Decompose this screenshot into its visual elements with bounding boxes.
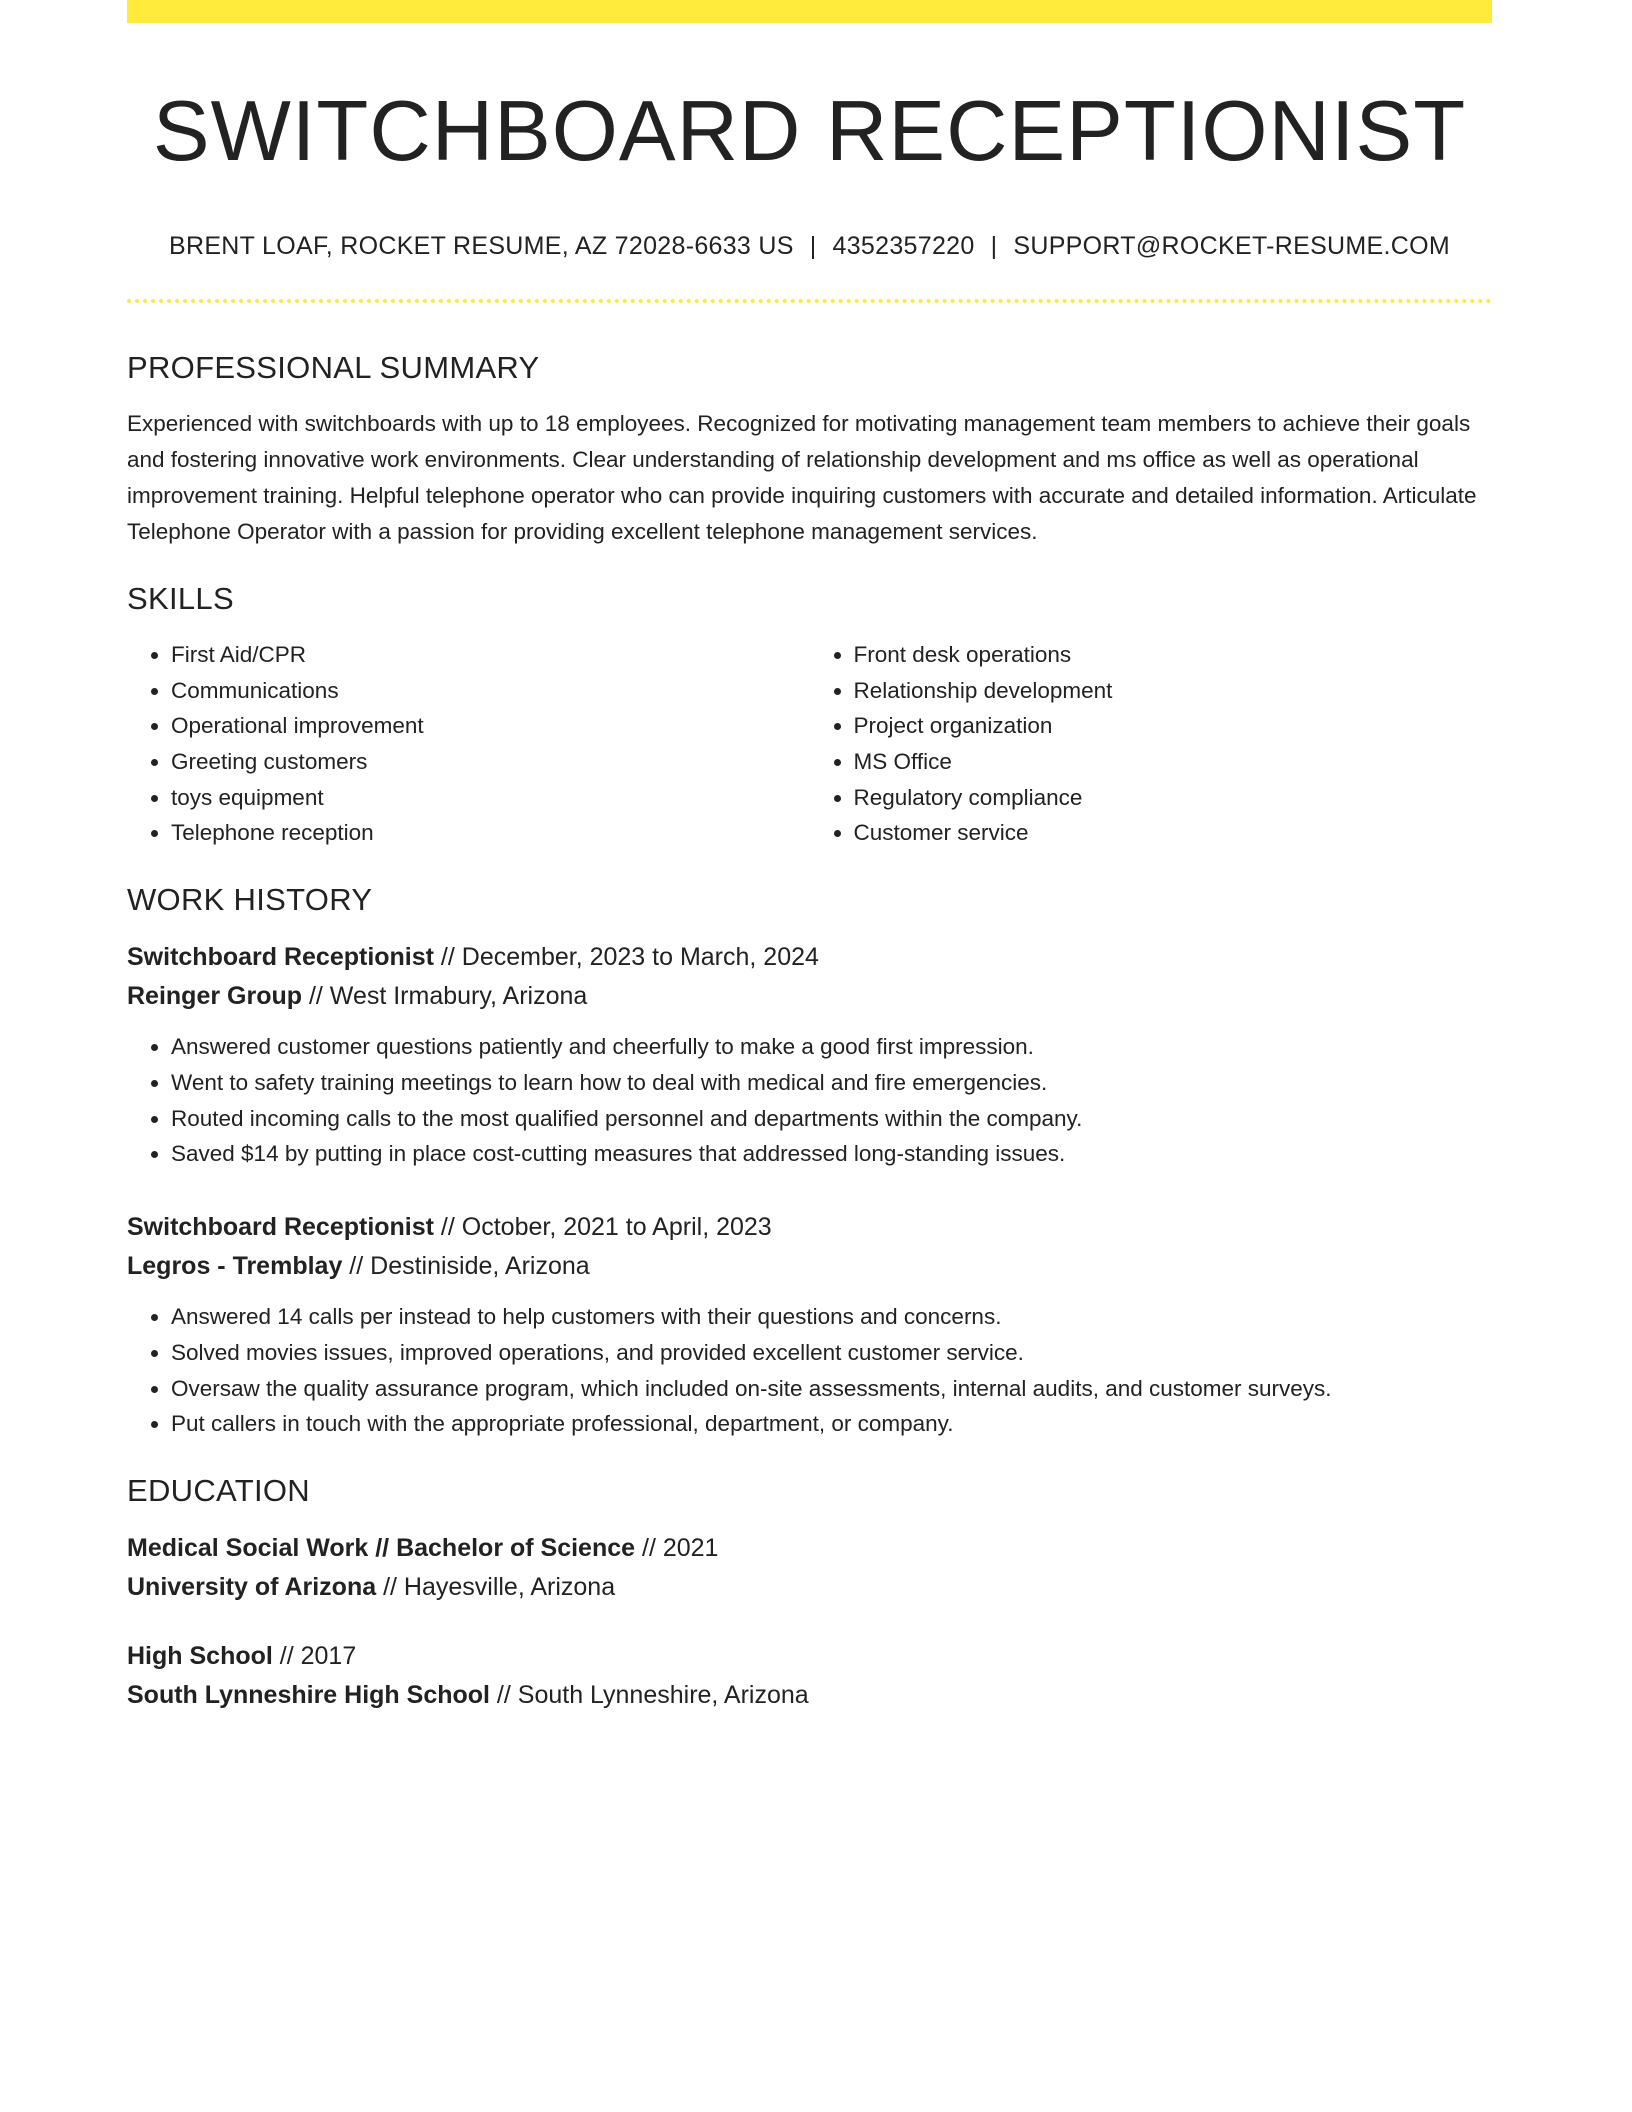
job-bullets [127, 1029, 1492, 1172]
skills-heading: SKILLS [127, 580, 234, 616]
summary-text: Experienced with switchboards with up to 18 employees. Recognized for motivating management team members to achieve their goals and fostering innovative work environments. Clear understanding of relationship development and ms office as well as operational improvement training. Helpful telephone operator who can provide inquiring customers with accurate and detailed information. Articulate Telephone Operator with a passion for providing excellent telephone management services. [127, 410, 1477, 544]
dotted-divider [127, 299, 1492, 303]
skill-item: • Front desk operations [854, 637, 1493, 673]
education-year: // 2021 [635, 1534, 719, 1563]
education-degree: Medical Social Work // Bachelor of Science [127, 1534, 636, 1563]
skills-list [127, 637, 1492, 851]
job-bullet: • Answered 14 calls per instead to help customers with their questions and concerns. [171, 1299, 1492, 1335]
skill-item: • Relationship development [854, 673, 1493, 709]
education-school-line [127, 1676, 1492, 1715]
job-bullets [127, 1299, 1492, 1442]
job-entry [127, 1208, 1492, 1442]
job-title-line [127, 1208, 1492, 1247]
education-school: South Lynneshire High School [127, 1681, 490, 1710]
job-entry [127, 938, 1492, 1172]
job-bullet: • Answered customer questions patiently and cheerfully to make a good first impression. [171, 1029, 1492, 1065]
skill-item: • toys equipment [171, 780, 810, 816]
contact-address: BRENT LOAF, ROCKET RESUME, AZ 72028-6633 US [169, 231, 794, 260]
job-bullet: • Went to safety training meetings to learn how to deal with medical and fire emergencies. [171, 1065, 1492, 1101]
job-dates: // December, 2023 to March, 2024 [433, 943, 819, 972]
skills-column-left [127, 637, 810, 851]
work-history-heading: WORK HISTORY [127, 882, 373, 918]
skill-item: • MS Office [854, 744, 1493, 780]
summary-heading: PROFESSIONAL SUMMARY [127, 349, 540, 385]
skill-item: • Greeting customers [171, 744, 810, 780]
education-year: // 2017 [272, 1642, 357, 1671]
skill-item: • Operational improvement [171, 708, 810, 744]
skill-item: • Telephone reception [171, 815, 810, 851]
education-entry [127, 1529, 1492, 1607]
job-bullet: • Routed incoming calls to the most qualified personnel and departments within the company. [171, 1101, 1492, 1137]
job-position: Switchboard Receptionist [127, 943, 434, 972]
skill-item: • First Aid/CPR [171, 637, 810, 673]
skill-item: • Customer service [854, 815, 1493, 851]
job-location: // West Irmabury, Arizona [302, 982, 588, 1011]
education-degree: High School [127, 1642, 273, 1671]
skill-item: • Project organization [854, 708, 1493, 744]
education-heading: EDUCATION [127, 1472, 310, 1508]
resume-title: SWITCHBOARD RECEPTIONIST [152, 84, 1467, 179]
job-bullet: • Solved movies issues, improved operations, and provided excellent customer service. [171, 1335, 1492, 1371]
job-company-line [127, 977, 1492, 1016]
education-location: // South Lynneshire, Arizona [489, 1681, 809, 1710]
job-position: Switchboard Receptionist [127, 1213, 434, 1242]
contact-email: SUPPORT@ROCKET-RESUME.COM [1013, 231, 1450, 260]
education-degree-line [127, 1637, 1492, 1676]
education-degree-line [127, 1529, 1492, 1568]
job-company-line [127, 1247, 1492, 1286]
job-title-line [127, 938, 1492, 977]
accent-top-bar [127, 0, 1492, 23]
skill-item: • Communications [171, 673, 810, 709]
job-company: Reinger Group [127, 982, 303, 1011]
job-company: Legros - Tremblay [127, 1252, 343, 1281]
job-bullet: • Put callers in touch with the appropriate professional, department, or company. [171, 1406, 1492, 1442]
contact-line [127, 231, 1492, 261]
contact-separator: | [809, 231, 817, 260]
education-entry [127, 1637, 1492, 1715]
skill-item: • Regulatory compliance [854, 780, 1493, 816]
education-school-line [127, 1568, 1492, 1607]
education-school: University of Arizona [127, 1573, 377, 1602]
job-dates: // October, 2021 to April, 2023 [433, 1213, 772, 1242]
job-bullet: • Oversaw the quality assurance program, which included on-site assessments, internal audits, and customer surveys. [171, 1371, 1492, 1407]
resume-page [127, 0, 1492, 1715]
contact-separator: | [990, 231, 998, 260]
job-location: // Destiniside, Arizona [342, 1252, 590, 1281]
education-location: // Hayesville, Arizona [376, 1573, 616, 1602]
job-bullet: • Saved $14 by putting in place cost-cutting measures that addressed long-standing issues. [171, 1136, 1492, 1172]
contact-phone: 4352357220 [832, 231, 975, 260]
skills-column-right [810, 637, 1493, 851]
